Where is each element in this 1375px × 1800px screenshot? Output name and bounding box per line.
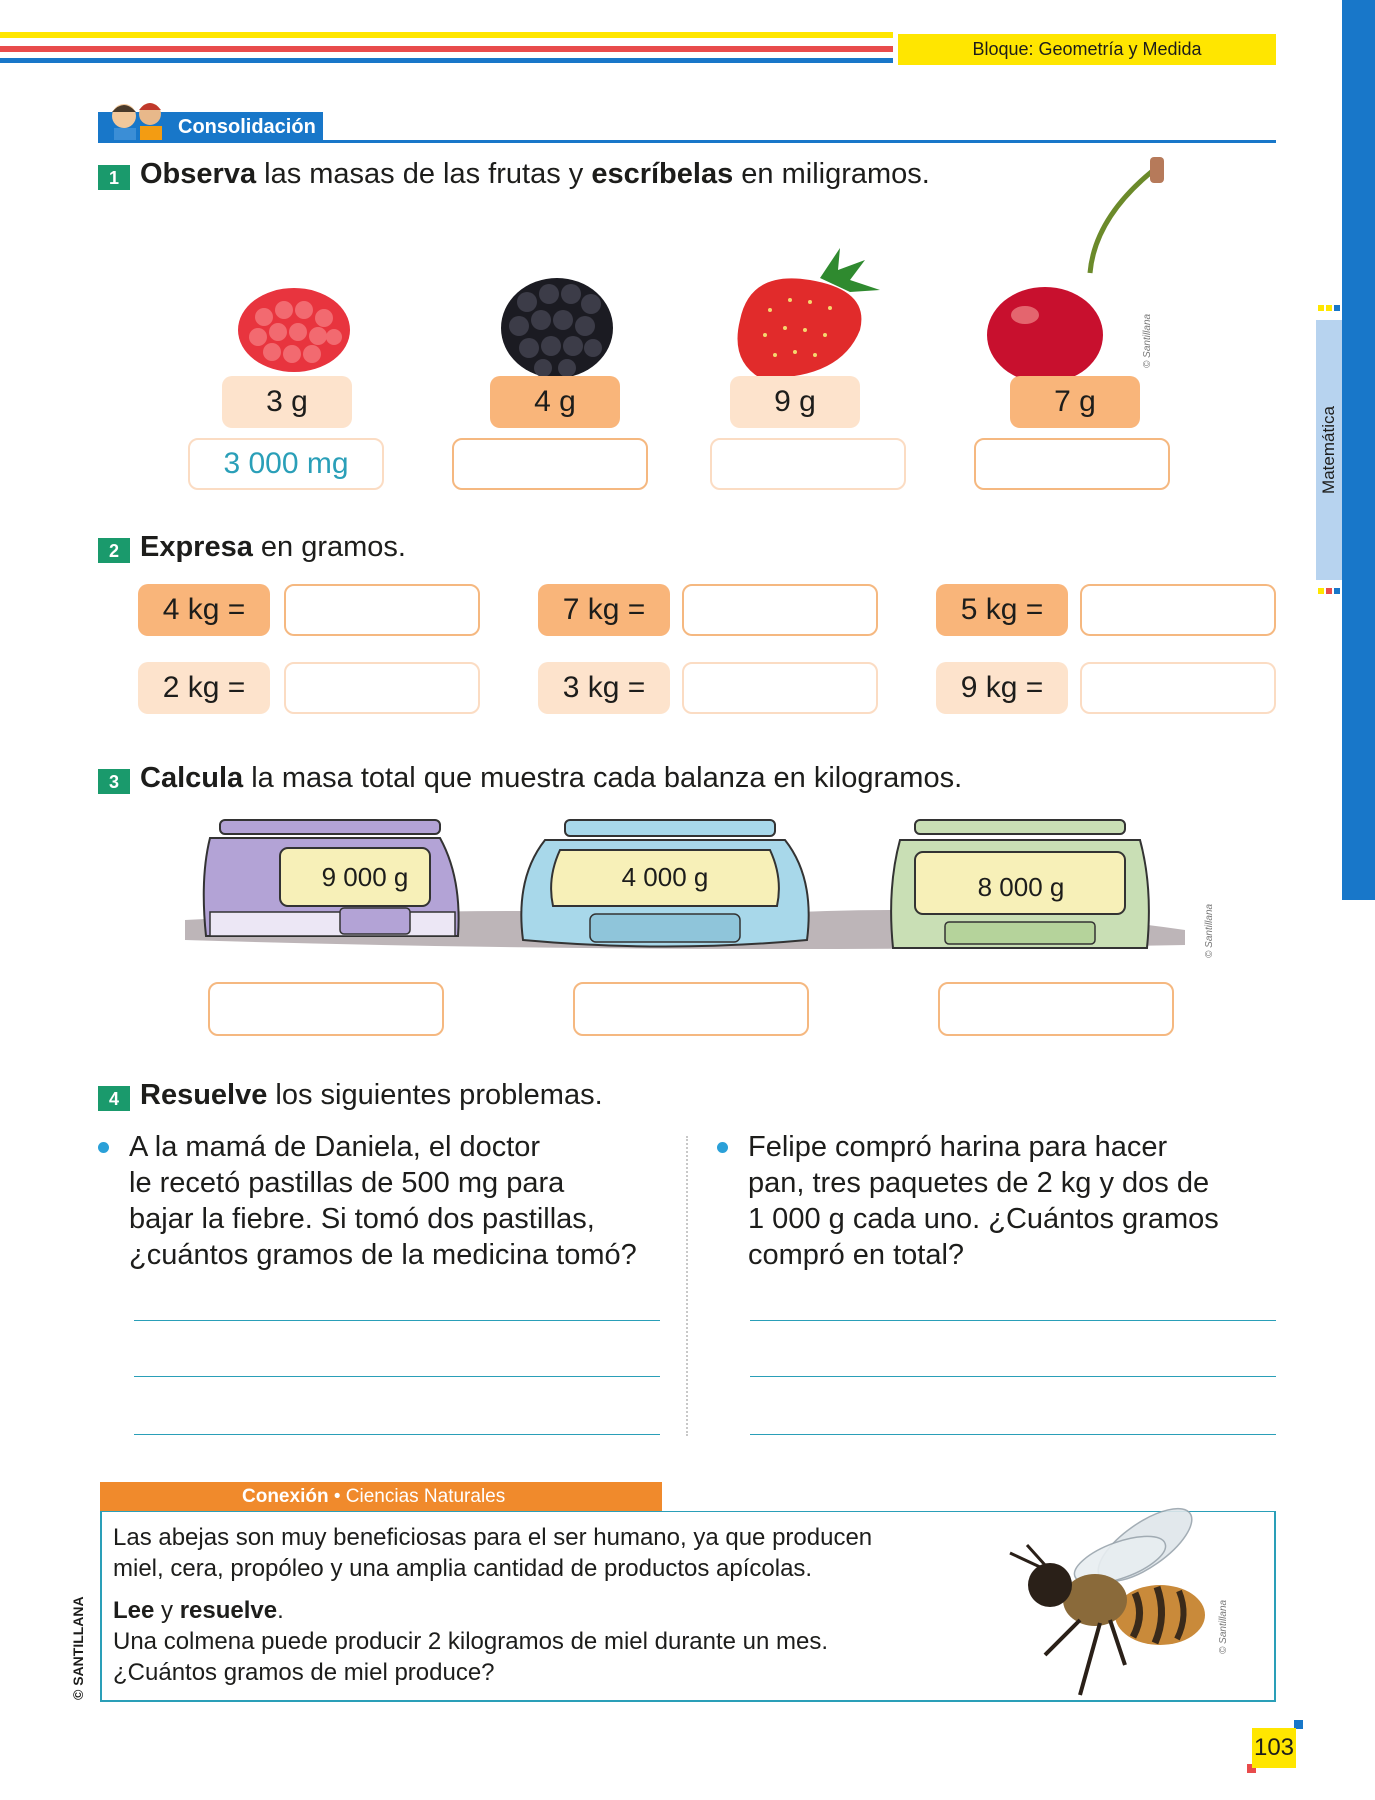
bee-image (1005, 1505, 1210, 1705)
subject-label: Matemática (1319, 406, 1338, 494)
deco-square (1334, 305, 1340, 311)
photo-credit: © Santillana (1142, 313, 1153, 368)
exercise-3-instruction (140, 762, 962, 795)
mass-label-blackberry: 4 g (490, 376, 620, 428)
problem-line: compró en total? (748, 1239, 965, 1271)
instruction-verb: Resuelve (140, 1079, 268, 1111)
conversion-label: 7 kg = (538, 584, 670, 636)
exercise-2-instruction (140, 531, 406, 564)
answer-line[interactable] (750, 1376, 1276, 1377)
exercise-number: 1 (98, 165, 130, 190)
deco-square (1326, 305, 1332, 311)
photo-credit: © Santillana (1218, 1599, 1229, 1654)
conversion-answer-box[interactable] (1080, 584, 1276, 636)
answer-line[interactable] (134, 1376, 660, 1377)
answer-line[interactable] (134, 1434, 660, 1435)
problem-line: 1 000 g cada uno. ¿Cuántos gramos (748, 1203, 1219, 1235)
instruction-text: en gramos. (252, 531, 406, 563)
connection-instruction (113, 1595, 828, 1626)
deco-square (1334, 588, 1340, 594)
conversion-answer-box[interactable] (284, 662, 480, 714)
conversion-answer-box[interactable] (682, 584, 878, 636)
bullet-icon (717, 1142, 728, 1153)
problem-1 (129, 1129, 637, 1273)
exercise-number: 4 (98, 1086, 130, 1111)
raspberry-image (234, 282, 354, 374)
exercise-number: 3 (98, 769, 130, 794)
top-stripe-blue (0, 58, 893, 63)
strawberry-image (720, 240, 890, 380)
instruction-text: en miligramos. (733, 158, 930, 190)
conversion-label: 4 kg = (138, 584, 270, 636)
bullet-icon (98, 1142, 109, 1153)
instruction-text: la masa total que muestra cada balanza en kilogramos. (243, 762, 963, 794)
exercise-number: 2 (98, 538, 130, 563)
conversion-label: 9 kg = (936, 662, 1068, 714)
answer-box-blackberry[interactable] (452, 438, 648, 490)
kids-illustration-icon (102, 98, 172, 142)
problem-line: pan, tres paquetes de 2 kg y dos de (748, 1167, 1210, 1199)
instruction-verb: Lee (113, 1597, 155, 1624)
problem-line: le recetó pastillas de 500 mg para (129, 1167, 565, 1199)
conversion-answer-box[interactable] (284, 584, 480, 636)
connection-line: Una colmena puede producir 2 kilogramos de miel durante un mes. (113, 1628, 829, 1655)
scale-display: 4 000 g (621, 862, 709, 892)
instruction-verb: Expresa (140, 531, 253, 563)
connection-header (100, 1482, 662, 1511)
deco-square (1318, 305, 1324, 311)
copyright: © SANTILLANA (70, 1596, 86, 1700)
blackberry-image (497, 272, 617, 380)
answer-box-cherry[interactable] (974, 438, 1170, 490)
scale-answer-box[interactable] (573, 982, 809, 1036)
problem-line: bajar la fiebre. Si tomó dos pastillas, (129, 1203, 595, 1235)
scale-display: 8 000 g (977, 872, 1065, 902)
problem-line: ¿cuántos gramos de la medicina tomó? (129, 1239, 637, 1271)
instruction-text: los siguientes problemas. (267, 1079, 603, 1111)
deco-square (1326, 588, 1332, 594)
instruction-verb: resuelve (179, 1597, 278, 1624)
answer-line[interactable] (134, 1320, 660, 1321)
conversion-answer-box[interactable] (1080, 662, 1276, 714)
mass-label-raspberry: 3 g (222, 376, 352, 428)
connection-line: ¿Cuántos gramos de miel produce? (113, 1659, 495, 1686)
problem-line: Felipe compró harina para hacer (748, 1131, 1168, 1163)
answer-box-raspberry[interactable]: 3 000 mg (188, 438, 384, 490)
answer-line[interactable] (750, 1320, 1276, 1321)
connection-separator: • (328, 1486, 346, 1507)
conversion-label: 5 kg = (936, 584, 1068, 636)
connection-label: Conexión (242, 1486, 329, 1507)
top-stripe-yellow (0, 32, 893, 38)
scale-answer-box[interactable] (208, 982, 444, 1036)
photo-credit: © Santillana (1204, 903, 1215, 958)
page-number: 103 (1252, 1728, 1296, 1768)
connection-subject: Ciencias Naturales (345, 1486, 506, 1507)
instruction-text: las masas de las frutas y (256, 158, 592, 190)
instruction-verb: Calcula (140, 762, 244, 794)
block-label: Bloque: Geometría y Medida (898, 34, 1276, 65)
section-rule (98, 140, 1276, 143)
side-tab-label (1316, 320, 1342, 580)
top-stripe-red (0, 46, 893, 52)
connection-intro (113, 1522, 872, 1584)
column-divider (686, 1136, 688, 1436)
connection-question (113, 1595, 828, 1688)
instruction-text: y (154, 1597, 180, 1624)
mass-label-cherry: 7 g (1010, 376, 1140, 428)
problem-line: A la mamá de Daniela, el doctor (129, 1131, 541, 1163)
instruction-text: . (277, 1597, 284, 1624)
answer-box-strawberry[interactable] (710, 438, 906, 490)
scale-display: 9 000 g (321, 862, 409, 892)
exercise-1-instruction (140, 158, 930, 191)
connection-line: Las abejas son muy beneficiosas para el ser humano, ya que producen (113, 1524, 873, 1551)
side-bar (1342, 0, 1375, 900)
problem-2 (748, 1129, 1219, 1273)
answer-line[interactable] (750, 1434, 1276, 1435)
deco-square (1318, 588, 1324, 594)
conversion-label: 2 kg = (138, 662, 270, 714)
scale-answer-box[interactable] (938, 982, 1174, 1036)
instruction-verb: Observa (140, 158, 257, 190)
mass-label-strawberry: 9 g (730, 376, 860, 428)
connection-line: miel, cera, propóleo y una amplia cantidad de productos apícolas. (113, 1555, 813, 1582)
instruction-verb: escríbelas (591, 158, 734, 190)
conversion-label: 3 kg = (538, 662, 670, 714)
exercise-4-instruction (140, 1079, 603, 1112)
conversion-answer-box[interactable] (682, 662, 878, 714)
section-title: Consolidación (178, 116, 316, 138)
